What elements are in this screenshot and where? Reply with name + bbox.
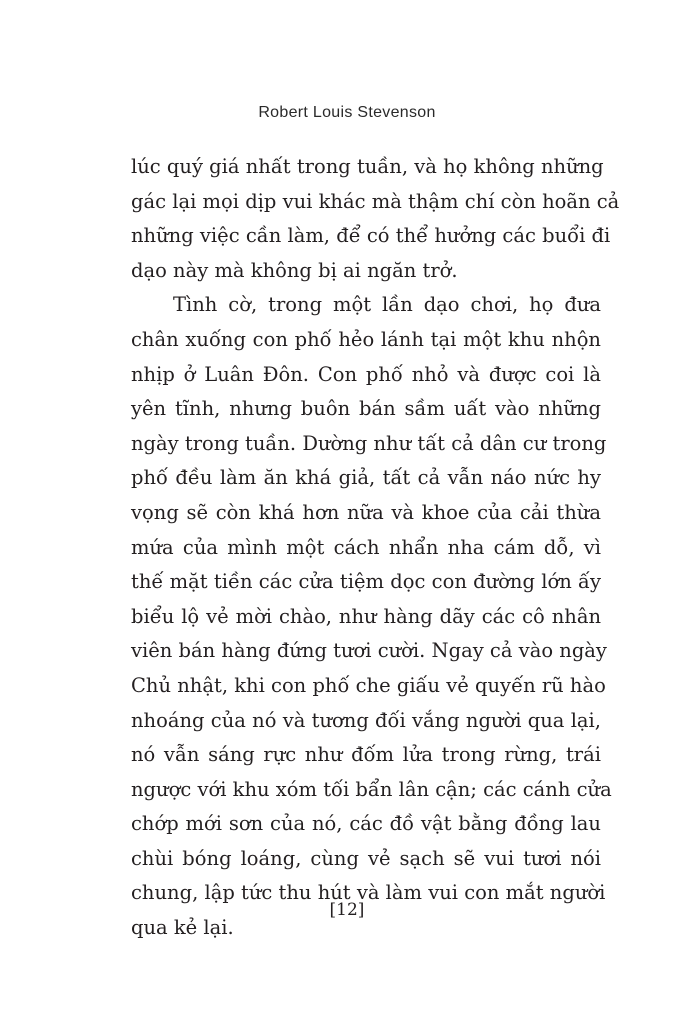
text-line: viên bán hàng đứng tươi cười. Ngay cả vào ngày — [131, 639, 607, 663]
text-line: chân xuống con phố hẻo lánh tại một khu nhộn — [131, 327, 601, 351]
text-line: lúc quý giá nhất trong tuần, và họ không những — [131, 155, 604, 178]
text-line: những việc cần làm, để có thể hưởng các buổi đi — [131, 224, 611, 248]
text-line: nhịp ở Luân Đôn. Con phố nhỏ và được coi là — [131, 362, 601, 386]
running-header-author: Robert Louis Stevenson — [258, 104, 436, 121]
text-line: ngược với khu xóm tối bẩn lân cận; các cánh cửa — [131, 777, 612, 801]
text-line: gác lại mọi dịp vui khác mà thậm chí còn hoãn cả — [131, 189, 620, 213]
text-line: qua kẻ lại. — [131, 916, 234, 940]
paragraph-2 — [131, 288, 612, 945]
text-line: mứa của mình một cách nhẩn nha cám dỗ, vì — [131, 535, 601, 559]
paragraph-1 — [131, 150, 620, 288]
text-line: yên tĩnh, nhưng buôn bán sầm uất vào những — [131, 397, 601, 421]
page-number: [12] — [329, 900, 365, 920]
text-line: chớp mới sơn của nó, các đồ vật bằng đồng lau — [131, 812, 601, 836]
text-line: Chủ nhật, khi con phố che giấu vẻ quyến rũ hào — [131, 673, 606, 697]
text-line: chùi bóng loáng, cùng vẻ sạch sẽ vui tươi nói — [131, 846, 601, 870]
text-line: biểu lộ vẻ mời chào, như hàng dãy các cô nhân — [131, 604, 601, 628]
body-text — [131, 150, 620, 946]
text-line: Tình cờ, trong một lần dạo chơi, họ đưa — [173, 293, 601, 317]
text-line: nó vẫn sáng rực như đốm lửa trong rừng, trái — [131, 743, 601, 767]
text-line: phố đều làm ăn khá giả, tất cả vẫn náo nức hy — [131, 466, 601, 490]
text-line: dạo này mà không bị ai ngăn trở. — [131, 258, 458, 282]
text-line: chung, lập tức thu hút và làm vui con mắt người — [131, 881, 606, 905]
text-line: nhoáng của nó và tương đối vắng người qua lại, — [131, 708, 601, 732]
text-line: vọng sẽ còn khá hơn nữa và khoe của cải thừa — [131, 500, 601, 524]
text-line: ngày trong tuần. Dường như tất cả dân cư trong — [131, 431, 607, 455]
text-line: thế mặt tiền các cửa tiệm dọc con đường lớn ấy — [131, 570, 601, 594]
